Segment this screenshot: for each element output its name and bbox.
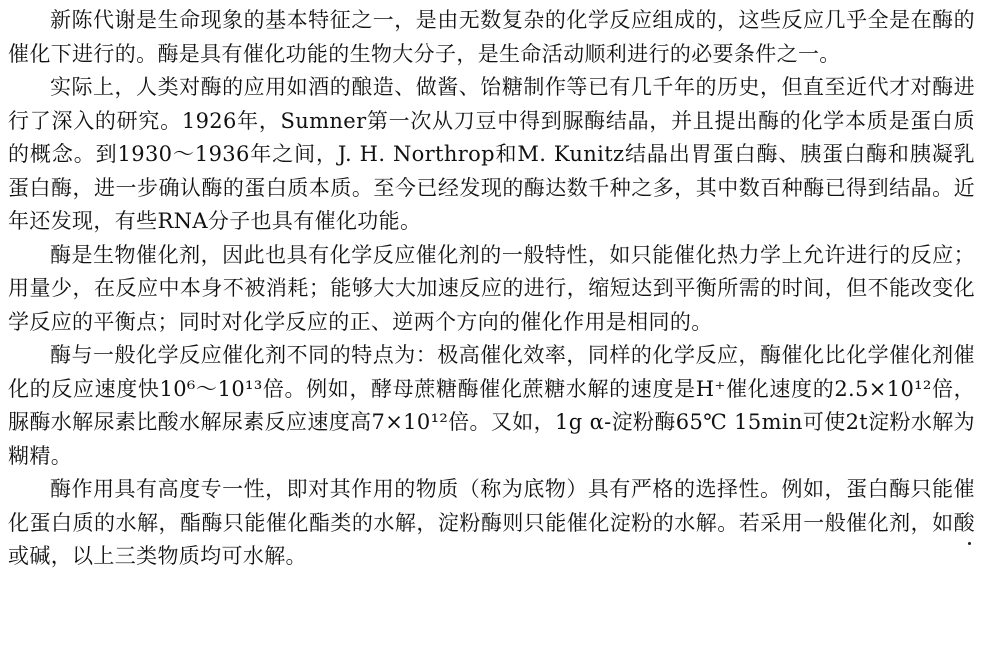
paragraph-enzyme-efficiency: 酶与一般化学反应催化剂不同的特点为：极高催化效率，同样的化学反应，酶催化比化学催化剂催化的反应速度快10⁶～10¹³倍。例如，酵母蔗糖酶催化蔗糖水解的速度是H⁺催化速度的2.5×10¹²倍，脲酶水解尿素比酸水解尿素反应速度高7×10¹²倍。又如，1g α-淀粉酶65℃ 15min可使2t淀粉水解为糊精。 [8, 343, 975, 468]
scan-speck [968, 542, 971, 545]
paragraph-enzyme-catalyst-properties: 酶是生物催化剂，因此也具有化学反应催化剂的一般特性，如只能催化热力学上允许进行的反应；用量少，在反应中本身不被消耗；能够大大加速反应的进行，缩短达到平衡所需的时间，但不能改变化学反应的平衡点；同时对化学反应的正、逆两个方向的催化作用是相同的。 [8, 242, 975, 334]
paragraph-enzyme-history: 实际上，人类对酶的应用如酒的酿造、做酱、饴糖制作等已有几千年的历史，但直至近代才对酶进行了深入的研究。1926年，Sumner第一次从刀豆中得到脲酶结晶，并且提出酶的化学本质是蛋白质的概念。到1930～1936年之间，J. H. Northrop和M. Kunitz结晶出胃蛋白酶、胰蛋白酶和胰凝乳蛋白酶，进一步确认酶的蛋白质本质。至今已经发现的酶达数千种之多，其中数百种酶已得到结晶。近年还发现，有些RNA分子也具有催化功能。 [8, 75, 975, 233]
paragraph-enzyme-specificity: 酶作用具有高度专一性，即对其作用的物质（称为底物）具有严格的选择性。例如，蛋白酶只能催化蛋白质的水解，酯酶只能催化酯类的水解，淀粉酶则只能催化淀粉的水解。若采用一般催化剂，如酸或碱，以上三类物质均可水解。 [8, 477, 975, 568]
paragraph-metabolism-intro: 新陈代谢是生命现象的基本特征之一，是由无数复杂的化学反应组成的，这些反应几乎全是在酶的催化下进行的。酶是具有催化功能的生物大分子，是生命活动顺利进行的必要条件之一。 [8, 8, 975, 66]
